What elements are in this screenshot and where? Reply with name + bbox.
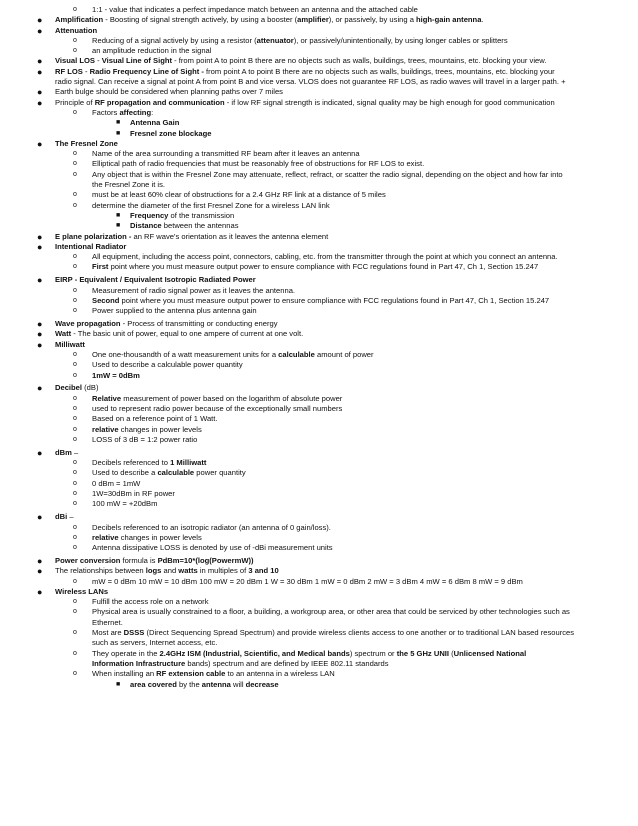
bullet-icon: ● (37, 275, 43, 286)
bold-text: Wireless LANs (55, 586, 109, 596)
list-item (37, 275, 614, 286)
list-item (73, 149, 614, 159)
text: an amplitude reduction in the signal (92, 46, 212, 56)
text: in multiples of (197, 566, 249, 576)
bold-text: decrease (245, 679, 279, 689)
bullet-icon: ■ (116, 680, 121, 688)
bold-text: First (92, 262, 109, 272)
text: 1W=30dBm in RF power (92, 489, 175, 499)
list-item-continuation (92, 180, 614, 190)
text: 0 dBm = 1mW (92, 478, 141, 488)
bold-text: dBm (55, 447, 72, 457)
list-item (73, 5, 614, 15)
bold-text: Visual LOS (55, 56, 95, 66)
list-item (37, 66, 614, 77)
list-item (73, 46, 614, 56)
list-item (73, 190, 614, 200)
bold-text: attenuator (256, 35, 294, 45)
text: used to represent radio power because of the exceptionally small numbers (92, 404, 343, 414)
text: changes in power levels (118, 424, 202, 434)
list-item (116, 118, 614, 128)
bold-text: Watt (55, 329, 72, 339)
bullet-icon: o (73, 479, 77, 487)
bullet-icon: o (73, 459, 77, 467)
list-item (37, 329, 614, 340)
text: ( (449, 648, 454, 658)
text: - The basic unit of power, equal to one ampere of current at one volt. (71, 329, 304, 339)
list-item-continuation (92, 638, 614, 648)
bold-text: Unlicensed National (453, 648, 527, 658)
list-item (73, 499, 614, 509)
text: Earth bulge should be considered when planning paths over 7 miles (55, 87, 283, 97)
text: by the (176, 679, 202, 689)
bullet-icon: ● (37, 87, 43, 98)
bullet-icon: ● (37, 25, 43, 36)
bullet-icon: o (73, 201, 77, 209)
list-item (73, 424, 614, 435)
bold-text: EIRP - Equivalent / Equivalent Isotropic Radiated Power (55, 275, 256, 285)
bullet-icon: o (73, 649, 77, 657)
text: an RF wave's orientation as it leaves the antenna element (131, 231, 329, 241)
bullet-icon: ● (37, 138, 43, 149)
text: - (82, 66, 90, 76)
list-item (37, 87, 614, 98)
bullet-icon: o (73, 435, 77, 443)
list-item (37, 556, 614, 566)
list-item (37, 56, 614, 67)
text: and (161, 566, 179, 576)
list-item (116, 128, 614, 139)
bullet-icon: ● (37, 56, 43, 67)
text: to an antenna in a wireless LAN (225, 669, 335, 679)
text: (Direct Sequencing Spread Spectrum) and provide wireless clients access to one another or to traditional LAN based resources (144, 628, 575, 638)
text: Decibels referenced to (92, 458, 171, 468)
text: 100 mW = +20dBm (92, 499, 158, 509)
text: ), or passively, by using a (328, 15, 417, 25)
bullet-icon: o (73, 577, 77, 585)
list-item-continuation (92, 659, 614, 669)
text: The relationships between (55, 566, 146, 576)
list-item (73, 434, 614, 445)
bullet-icon: o (73, 6, 77, 13)
bullet-icon: ● (37, 329, 43, 340)
bold-text: RF extension cable (156, 669, 226, 679)
list-item (73, 35, 614, 46)
list-item (73, 285, 614, 296)
text: Measurement of radio signal power as it leaves the antenna. (92, 285, 296, 295)
bullet-icon: ● (37, 66, 43, 77)
bullet-icon: o (73, 263, 77, 271)
text: When installing an (92, 669, 157, 679)
text: They operate in the (92, 648, 160, 658)
text: radio signal. Can receive a signal at point A from point B and vice versa. VLOS does not guarantee RF LOS, as radio waves will travel in a larger path. + (55, 77, 566, 87)
bold-text: area covered (130, 679, 177, 689)
bullet-icon: ● (37, 556, 43, 566)
bold-text: DSSS (123, 628, 145, 638)
list-item (73, 597, 614, 607)
text: – (67, 512, 74, 522)
text: amount of power (314, 349, 374, 359)
bold-text: Information Infrastructure (92, 658, 186, 668)
bold-text: Wave propagation (55, 319, 121, 329)
bullet-icon: ● (37, 97, 43, 108)
text: the Fresnel Zone it is. (92, 180, 166, 190)
list-item (37, 15, 614, 26)
text: of the transmission (168, 210, 235, 220)
list-item (73, 252, 614, 262)
list-item (37, 97, 614, 108)
list-item (37, 383, 614, 394)
bullet-icon: o (73, 307, 77, 315)
list-item (37, 231, 614, 242)
list-item (116, 221, 614, 231)
text: Used to describe a calculable power quantity (92, 360, 243, 370)
list-item (73, 576, 614, 587)
list-item (73, 107, 614, 118)
list-item-continuation (92, 618, 614, 628)
text: (dB) (82, 383, 99, 393)
bold-text: Intentional Radiator (55, 241, 127, 251)
list-item (37, 138, 614, 149)
text: ), or passively/unintentionally, by using longer cables or splitters (293, 35, 508, 45)
text: One one-thousandth of a watt measurement units for a (92, 349, 279, 359)
list-item (37, 25, 614, 36)
list-item (73, 648, 614, 659)
bullet-icon: o (73, 405, 77, 413)
bold-text: 1 Milliwatt (170, 458, 207, 468)
list-item (73, 458, 614, 468)
bullet-icon: o (73, 533, 77, 541)
list-item (37, 566, 614, 577)
list-item (73, 404, 614, 414)
bold-text: 2.4GHz ISM (Industrial, Scientific, and Medical bands (159, 648, 350, 658)
bold-text: 3 and 10 (248, 566, 279, 576)
text: Any object that is within the Fresnel Zone may attenuate, reflect, refract, or scatter the radio signal, depending on the object and how far into (92, 169, 563, 179)
text: changes in power levels (118, 532, 202, 542)
list-item (73, 628, 614, 638)
bold-text: Radio Frequency Line of Sight - (89, 66, 204, 76)
text: : (151, 107, 154, 117)
text: . (481, 15, 484, 25)
bullet-icon: o (73, 670, 77, 678)
text: Factors (92, 107, 120, 117)
bold-text: calculable (157, 468, 195, 478)
bullet-icon: o (73, 108, 77, 116)
bold-text: Relative (92, 393, 122, 403)
bullet-icon: o (73, 500, 77, 508)
list-item (73, 370, 614, 381)
list-item (37, 339, 614, 350)
bullet-icon: ● (37, 339, 43, 350)
bold-text: Second (92, 295, 120, 305)
bullet-icon: o (73, 191, 77, 199)
list-item (73, 489, 614, 499)
text: Reducing of a signal actively by using a resistor ( (92, 35, 257, 45)
bullet-icon: o (73, 47, 77, 55)
list-item (73, 200, 614, 211)
text: Fulfill the access role on a network (92, 597, 209, 607)
bold-text: Distance (130, 221, 162, 231)
bold-text: logs (145, 566, 162, 576)
list-item (73, 393, 614, 404)
bullet-icon: ● (37, 566, 43, 577)
text: Elliptical path of radio frequencies that must be reasonably free of obstructions for RF LOS to exist. (92, 159, 425, 169)
list-item (73, 159, 614, 169)
bold-text: RF LOS (55, 66, 83, 76)
text: – (71, 447, 79, 457)
list-item (37, 447, 614, 458)
bold-text: amplifier (297, 15, 329, 25)
list-item (116, 210, 614, 221)
bullet-icon: o (73, 608, 77, 616)
list-item (73, 468, 614, 478)
text: point where you must measure output power to ensure compliance with FCC regulations found in Part 47, Ch 1, Section 15.247 (119, 295, 550, 305)
text: All equipment, including the access point, connectors, cabling, etc. from the transmitter through the point at which you connect an antenna. (92, 252, 558, 262)
text: Based on a reference point of 1 Watt. (92, 414, 218, 424)
text: Ethernet. (92, 617, 123, 627)
bullet-icon: ● (37, 15, 43, 26)
bold-text: calculable (278, 349, 315, 359)
text: will (230, 679, 246, 689)
list-item (73, 607, 614, 617)
bullet-icon: o (73, 544, 77, 552)
text: between the antennas (161, 221, 239, 231)
bold-text: high-gain antenna (416, 15, 482, 25)
text: bands) spectrum and are defined by IEEE 802.11 standards (185, 658, 389, 668)
list-item (37, 241, 614, 252)
bullet-icon: o (73, 361, 77, 369)
text: - if low RF signal strength is indicated, signal quality may be high enough for good communication (224, 97, 555, 107)
bold-text: dBi (55, 512, 68, 522)
bullet-icon: ● (37, 447, 43, 458)
list-item (73, 360, 614, 370)
list-item (116, 679, 614, 690)
bullet-icon: o (73, 394, 77, 402)
bold-text: Milliwatt (55, 339, 85, 349)
bullet-icon: o (73, 36, 77, 44)
text: ) spectrum or (349, 648, 397, 658)
bullet-icon: ● (37, 512, 43, 523)
text: Name of the area surrounding a transmitted RF beam after it leaves an antenna (92, 149, 360, 159)
list-item (73, 169, 614, 180)
list-item (37, 512, 614, 523)
text: - Process of transmitting or conducting energy (120, 319, 278, 329)
text: power quantity (194, 468, 246, 478)
bold-text: E plane polarization - (55, 231, 132, 241)
list-item (73, 295, 614, 306)
bold-text: Power conversion (55, 556, 121, 565)
bold-text: Fresnel zone blockage (130, 128, 212, 138)
bullet-icon: o (73, 170, 77, 178)
bold-text: Antenna Gain (130, 118, 180, 128)
bullet-icon: o (73, 469, 77, 477)
text: measurement of power based on the logarithm of absolute power (121, 393, 343, 403)
bullet-icon: o (73, 296, 77, 304)
bullet-icon: ● (37, 319, 43, 330)
list-item (73, 306, 614, 316)
bullet-icon: o (73, 425, 77, 433)
bullet-icon: o (73, 253, 77, 261)
list-item (73, 543, 614, 553)
bullet-icon: ● (37, 241, 43, 252)
text: Power supplied to the antenna plus antenna gain (92, 306, 257, 316)
text: - from point A to point B there are no objects such as walls, buildings, trees, mountains, etc. blocking your view. (172, 56, 547, 66)
bullet-icon: ■ (116, 211, 121, 219)
list-item-continuation (55, 77, 614, 87)
list-item (73, 262, 614, 272)
bold-text: relative (92, 532, 119, 542)
list-item (73, 478, 614, 489)
bullet-icon: ■ (116, 119, 121, 127)
bold-text: PdBm=10*(log(PowermW)) (157, 556, 254, 565)
list-item (73, 669, 614, 679)
bold-text: The Fresnel Zone (55, 138, 118, 148)
list-item (37, 586, 614, 597)
bold-text: watts (178, 566, 198, 576)
bullet-icon: o (73, 598, 77, 606)
text: from point A to point B there are no objects such as walls, buildings, trees, mountains, etc. blocking your (203, 66, 555, 76)
text: - Boosting of signal strength actively, by using a booster ( (103, 15, 298, 25)
bold-text: 1mW = 0dBm (92, 370, 140, 380)
bullet-icon: o (73, 160, 77, 168)
bold-text: Attenuation (55, 25, 98, 35)
text: mW = 0 dBm 10 mW = 10 dBm 100 mW = 20 dBm 1 W = 30 dBm 1 mW = 0 dBm 2 mW = 3 dBm 4 mW = 6 dBm 8 mW = 9 dBm (92, 576, 523, 586)
bold-text: Decibel (55, 383, 83, 393)
list-item (73, 522, 614, 533)
list-item (73, 349, 614, 360)
bullet-icon: ■ (116, 129, 121, 137)
bullet-icon: o (73, 371, 77, 379)
bold-text: relative (92, 424, 119, 434)
bold-text: Frequency (130, 210, 169, 220)
bold-text: Visual Line of Sight (101, 56, 173, 66)
text: LOSS of 3 dB = 1:2 power ratio (92, 434, 198, 444)
text: formula is (120, 556, 158, 565)
bullet-icon: ■ (116, 222, 121, 230)
bullet-icon: ● (37, 231, 43, 242)
bold-text: the 5 GHz UNII (396, 648, 450, 658)
bullet-icon: ● (37, 383, 43, 394)
text: Antenna dissipative LOSS is denoted by use of -dBi measurement units (92, 543, 333, 553)
bullet-icon: ● (37, 586, 43, 597)
text: Principle of (55, 97, 95, 107)
text: must be at least 60% clear of obstructions for a 2.4 GHz RF link at a distance of 5 miles (92, 190, 386, 200)
bullet-icon: o (73, 286, 77, 294)
text: point where you must measure output power to ensure compliance with FCC regulations found in Part 47, Ch 1, Section 15.247 (108, 262, 539, 272)
text: Physical area is usually constrained to a floor, a building, a workgroup area, or other area that could be serviced by other technologies such as (92, 607, 570, 617)
bullet-icon: o (73, 523, 77, 531)
text: 1:1 - value that indicates a perfect impedance match between an antenna and the attached cable (92, 5, 418, 14)
text: Most are (92, 628, 124, 638)
bullet-icon: o (73, 415, 77, 423)
list-item (37, 319, 614, 330)
text: such as servers, Internet access, etc. (92, 638, 218, 648)
bold-text: Amplification (55, 15, 104, 25)
bullet-icon: o (73, 350, 77, 358)
bullet-icon: o (73, 629, 77, 637)
bold-text: RF propagation and communication (94, 97, 225, 107)
bullet-icon: o (73, 490, 77, 498)
bold-text: affecting (119, 107, 152, 117)
list-item (73, 414, 614, 424)
text: determine the diameter of the first Fresnel Zone for a wireless LAN link (92, 200, 330, 210)
text: Decibels referenced to an isotropic radiator (an antenna of 0 gain/loss). (92, 522, 331, 532)
text: Used to describe a (92, 468, 158, 478)
bold-text: antenna (201, 679, 231, 689)
list-item (73, 532, 614, 543)
text: - (94, 56, 102, 66)
bullet-icon: o (73, 150, 77, 158)
